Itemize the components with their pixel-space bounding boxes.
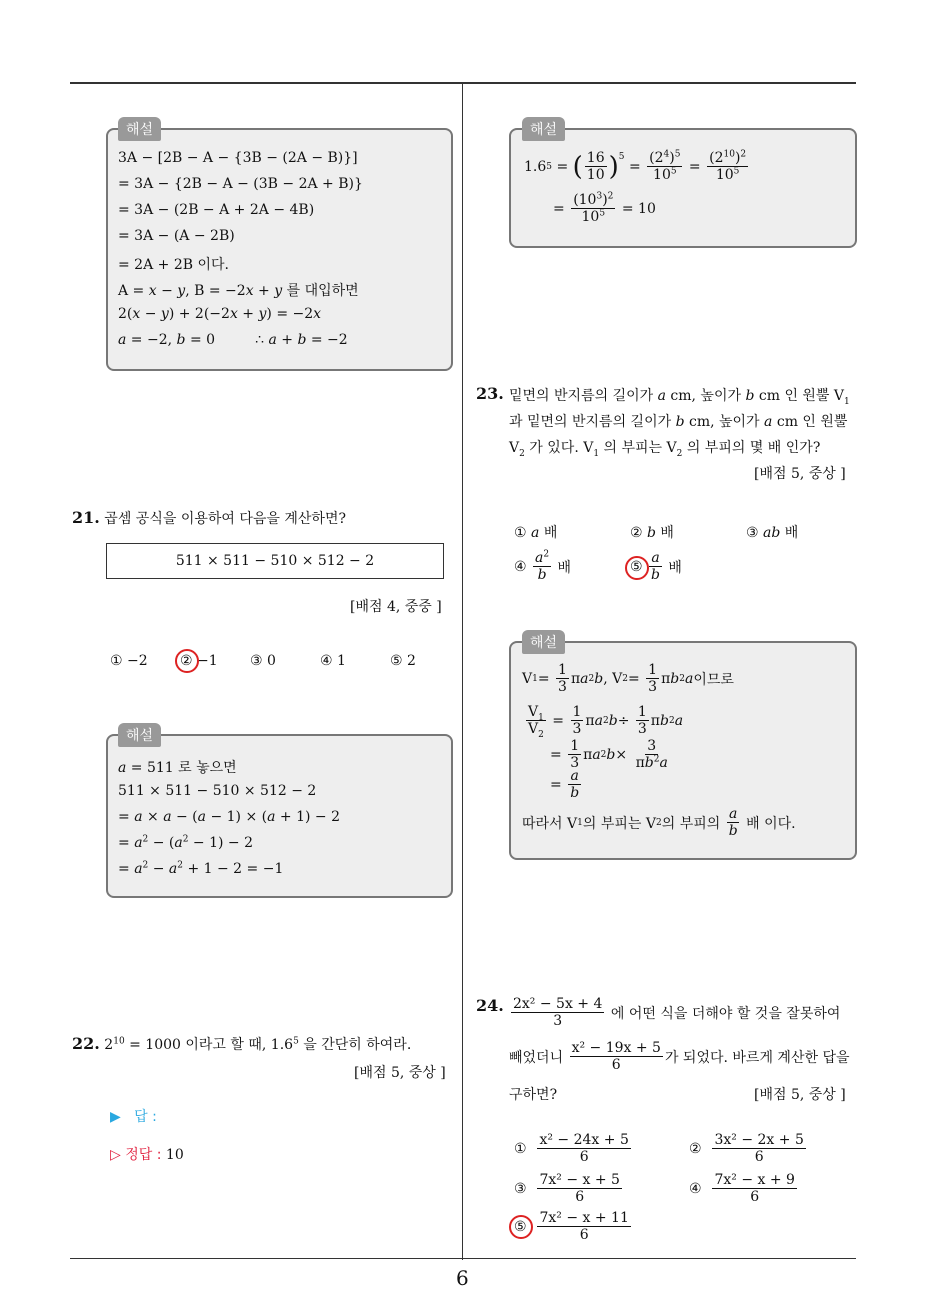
score-label: [배점 5, 중상 ] bbox=[754, 466, 846, 482]
fraction: $\frac{\text{x² − 19x + 5}}{6}$ bbox=[571, 1040, 661, 1073]
question-line: 구하면? bbox=[509, 1087, 558, 1103]
solution-box-22 bbox=[509, 128, 857, 248]
solution-line: 따라서 V 1 의 부피는 V 2 의 부피의 $\frac{a}{b}$ 배 이다. bbox=[522, 806, 796, 839]
solution-tag: 해설 bbox=[118, 723, 161, 747]
solution-line: = 3A − (2B − A + 2A − 4B) bbox=[118, 202, 315, 218]
option-2[interactable]: ② −1 bbox=[180, 653, 218, 669]
solution-line: 1.6 5 = ( $\frac{16}{10}$ ) $^5$ = $\frac{(2^4)^5}{10^5}$ = $\frac{(2^{10})^2}{10^5}$ bbox=[524, 149, 747, 183]
answer-circle bbox=[509, 1215, 533, 1239]
fraction: $\frac{\text{2x² − 5x + 4}}{3}$ bbox=[513, 996, 603, 1029]
question-line: 밑면의 반지름의 길이가 a cm, 높이가 b cm 인 원뿔 $V_1$ bbox=[509, 388, 850, 407]
solution-tag: 해설 bbox=[522, 117, 565, 141]
option-3[interactable]: ③ 0 bbox=[250, 653, 276, 669]
solution-line: $\frac{V_1}{V_2}$ = $\frac{1}{3}$ π a 2 b ÷ $\frac{1}{3}$ π b 2 a bbox=[528, 704, 684, 740]
score-label: [배점 5, 중상 ] bbox=[754, 1087, 846, 1103]
option-1[interactable]: ① $\frac{\text{x² − 24x + 5}}{6}$ bbox=[514, 1132, 629, 1165]
option-5[interactable]: ⑤ $\frac{a}{b}$ 배 bbox=[630, 550, 682, 583]
question-number: 22. bbox=[72, 1034, 100, 1053]
option-5[interactable]: ⑤ 2 bbox=[390, 653, 416, 669]
expression-box bbox=[106, 543, 444, 579]
question-21 bbox=[72, 508, 346, 528]
solution-line: V 1 = $\frac{1}{3}$ π a 2 b , V 2 = $\frac{1}{3}$ π b 2 a 이므로 bbox=[522, 662, 734, 695]
correct-answer-label: 정답 : bbox=[125, 1147, 162, 1163]
question-number: 24. bbox=[476, 996, 504, 1015]
option-2[interactable]: ② b 배 bbox=[630, 525, 674, 541]
correct-answer-value: 10 bbox=[165, 1147, 184, 1163]
question-22 bbox=[72, 1034, 411, 1054]
answer-row bbox=[110, 1106, 157, 1126]
solution-line: = 2A + 2B 이다. bbox=[118, 257, 229, 273]
solution-tag: 해설 bbox=[522, 630, 565, 654]
solution-line: = $a^2 - (a^2 - 1) - 2$ bbox=[118, 834, 254, 851]
bottom-rule bbox=[70, 1258, 856, 1259]
question-number: 21. bbox=[72, 508, 100, 527]
answer-circle bbox=[625, 556, 649, 580]
answer-circle bbox=[175, 649, 199, 673]
top-rule bbox=[70, 82, 856, 84]
solution-line: A = x − y, B = −2x + y 를 대입하면 bbox=[118, 283, 359, 299]
answer-label: 답 : bbox=[134, 1109, 157, 1125]
question-number: 23. bbox=[476, 384, 504, 403]
question-line: $V_2$ 가 있다. $V_1$ 의 부피는 $V_2$ 의 부피의 몇 배 인가? bbox=[509, 440, 821, 459]
option-1[interactable]: ① a 배 bbox=[514, 525, 558, 541]
question-line: $\frac{\text{2x² − 5x + 4}}{3}$ 에 어떤 식을 더해야 할 것을 잘못하여 bbox=[513, 996, 841, 1029]
solution-line: 3A − [2B − A − {3B − (2A − B)}] bbox=[118, 150, 358, 166]
expression-text: 511 × 511 − 510 × 512 − 2 bbox=[175, 553, 375, 569]
option-5[interactable]: ⑤ $\frac{\text{7x² − x + 11}}{6}$ bbox=[514, 1210, 629, 1243]
option-4[interactable]: ④ $\frac{\text{7x² − x + 9}}{6}$ bbox=[689, 1172, 795, 1205]
solution-line: = $\frac{1}{3}$ π a 2 b × $\frac{3}{\pi b^2a}$ bbox=[550, 738, 668, 771]
option-3[interactable]: ③ ab 배 bbox=[746, 525, 799, 541]
solution-line: 2(x − y) + 2(−2x + y) = −2x bbox=[118, 306, 322, 322]
correct-answer-row bbox=[110, 1144, 184, 1164]
solution-line: = 3A − (A − 2B) bbox=[118, 228, 235, 244]
solution-tag: 해설 bbox=[118, 117, 161, 141]
option-4[interactable]: ④ 1 bbox=[320, 653, 346, 669]
solution-line: 511 × 511 − 510 × 512 − 2 bbox=[118, 783, 317, 799]
solution-line: = $a^2 - a^2 + 1 - 2 = -1$ bbox=[118, 860, 284, 877]
solution-line: a = −2, b = 0 ∴ a + b = −2 bbox=[118, 332, 348, 348]
option-2[interactable]: ② $\frac{\text{3x² − 2x + 5}}{6}$ bbox=[689, 1132, 804, 1165]
solution-line: = 3A − {2B − A − (3B − 2A + B)} bbox=[118, 176, 363, 192]
question-text: $2^{10} = 1000$ 이라고 할 때, $1.6^5$ 을 간단히 하여라. bbox=[104, 1036, 412, 1053]
question-line: 빼었더니 $\frac{\text{x² − 19x + 5}}{6}$ 가 되었다. 바르게 계산한 답을 bbox=[509, 1040, 850, 1073]
score-label: [배점 5, 중상 ] bbox=[354, 1065, 446, 1081]
outline-arrow-icon: ▷ bbox=[110, 1147, 121, 1163]
question-text: 곱셈 공식을 이용하여 다음을 계산하면? bbox=[104, 511, 346, 527]
solution-line: a = 511 로 놓으면 bbox=[118, 760, 237, 776]
play-arrow-icon: ▶ bbox=[110, 1109, 121, 1125]
page-number: 6 bbox=[456, 1266, 469, 1290]
option-1[interactable]: ① −2 bbox=[110, 653, 148, 669]
question-line: 과 밑면의 반지름의 길이가 b cm, 높이가 a cm 인 원뿔 bbox=[509, 414, 848, 430]
option-3[interactable]: ③ $\frac{\text{7x² − x + 5}}{6}$ bbox=[514, 1172, 620, 1205]
solution-line: = $\frac{(10^3)^2}{10^5}$ = 10 bbox=[553, 191, 656, 225]
solution-line: = a × a − (a − 1) × (a + 1) − 2 bbox=[118, 809, 340, 825]
solution-line: = $\frac{a}{b}$ bbox=[550, 768, 580, 801]
score-label: [배점 4, 중중 ] bbox=[350, 599, 442, 615]
option-4[interactable]: ④ $\frac{a^2}{b}$ 배 bbox=[514, 549, 572, 583]
column-divider bbox=[462, 84, 463, 1260]
